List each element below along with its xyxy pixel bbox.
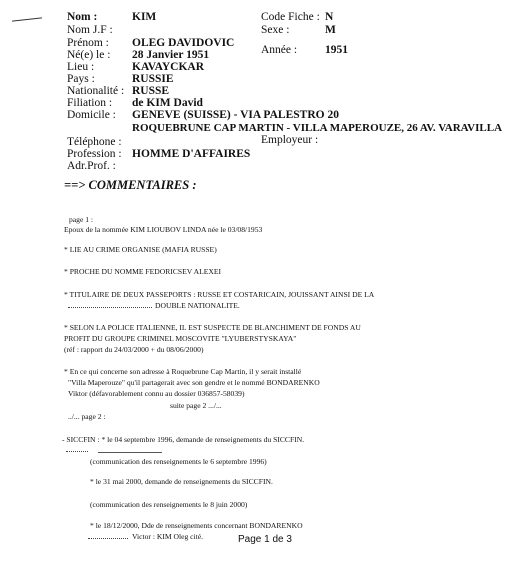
date-naissance-label: Né(e) le : — [67, 49, 111, 61]
page-number: Page 1 de 3 — [238, 534, 292, 545]
comment-line: Viktor (défavorablement connu au dossier 036857-58039) — [68, 389, 245, 398]
comment-line: - SICCFIN : * le 04 septembre 1996, demande de renseignements du SICCFIN. — [62, 435, 305, 444]
sexe-value: M — [325, 24, 336, 36]
date-naissance-value: 28 Janvier 1951 — [132, 49, 210, 61]
comment-line: ../... page 2 : — [68, 412, 106, 421]
comment-line: * le 18/12/2000, Dde de renseignements concernant BONDARENKO — [90, 521, 303, 530]
comment-line: PROFIT DU GROUPE CRIMINEL MOSCOVITE "LYUBERSTYSKAYA" — [64, 334, 297, 343]
comment-line: (communication des renseignements le 8 juin 2000) — [90, 500, 248, 509]
comment-line: * PROCHE DU NOMME FEDORICSEV ALEXEI — [64, 267, 222, 276]
nationalite-label: Nationalité : — [67, 85, 125, 97]
dotted-filler — [88, 538, 128, 539]
annee-label: Année : — [261, 44, 298, 56]
nationalite-value: RUSSE — [132, 85, 170, 97]
profession-value: HOMME D'AFFAIRES — [132, 148, 251, 160]
comment-line: * SELON LA POLICE ITALIENNE, IL EST SUSPECTE DE BLANCHIMENT DE FONDS AU — [64, 323, 361, 332]
telephone-label: Téléphone : — [67, 136, 122, 148]
adr-prof-label: Adr.Prof. : — [67, 160, 116, 172]
dotted-filler — [66, 451, 88, 452]
filiation-label: Filiation : — [67, 97, 113, 109]
code-fiche-label: Code Fiche : — [261, 11, 320, 23]
comment-line: Victor : KIM Oleg cité. — [132, 532, 204, 541]
employeur-label: Employeur : — [261, 134, 319, 146]
dotted-filler — [68, 307, 152, 308]
annee-value: 1951 — [325, 44, 348, 56]
comment-line: * le 31 mai 2000, demande de renseignements du SICCFIN. — [90, 477, 273, 486]
comment-line: (communication des renseignements le 6 septembre 1996) — [90, 457, 267, 466]
underline — [98, 452, 162, 453]
comment-line: page 1 : — [69, 215, 94, 224]
comment-line: suite page 2 .../... — [170, 401, 222, 410]
comment-line: (réf : rapport du 24/03/2000 + du 08/06/2000) — [64, 345, 204, 354]
margin-mark — [12, 17, 42, 21]
code-fiche-value: N — [325, 11, 334, 23]
sexe-label: Sexe : — [261, 24, 290, 36]
pays-label: Pays : — [67, 73, 95, 85]
comment-line: * TITULAIRE DE DEUX PASSEPORTS : RUSSE ET COSTARICAIN, JOUISSANT AINSI DE LA — [64, 290, 375, 299]
comment-line: Epoux de la nommée KIM LIOUBOV LINDA née le 03/08/1953 — [64, 225, 263, 234]
nom-jf-label: Nom J.F : — [67, 24, 113, 36]
comment-line: DOUBLE NATIONALITE. — [155, 301, 240, 310]
domicile-label: Domicile : — [67, 109, 116, 121]
comment-line: * En ce qui concerne son adresse à Roquebrune Cap Martin, il y serait installé — [64, 367, 302, 376]
domicile-value-2: ROQUEBRUNE CAP MARTIN - VILLA MAPEROUZE, 26 AV. VARAVILLA — [132, 122, 503, 134]
filiation-value: de KIM David — [132, 97, 203, 109]
nom-label: Nom : — [67, 11, 98, 23]
domicile-value: GENEVE (SUISSE) - VIA PALESTRO 20 — [132, 109, 339, 121]
prenom-label: Prénom : — [67, 37, 109, 49]
comment-line: * LIE AU CRIME ORGANISE (MAFIA RUSSE) — [64, 245, 217, 254]
lieu-value: KAVAYCKAR — [132, 61, 205, 73]
comment-line: "Villa Maperouze" qu'il partagerait avec son gendre et le nommé BONDARENKO — [68, 378, 320, 387]
pays-value: RUSSIE — [132, 73, 174, 85]
prenom-value: OLEG DAVIDOVIC — [132, 37, 235, 49]
nom-value: KIM — [132, 11, 157, 23]
profession-label: Profession : — [67, 148, 122, 160]
lieu-label: Lieu : — [67, 61, 95, 73]
commentaires-title: ==> COMMENTAIRES : — [64, 178, 197, 192]
